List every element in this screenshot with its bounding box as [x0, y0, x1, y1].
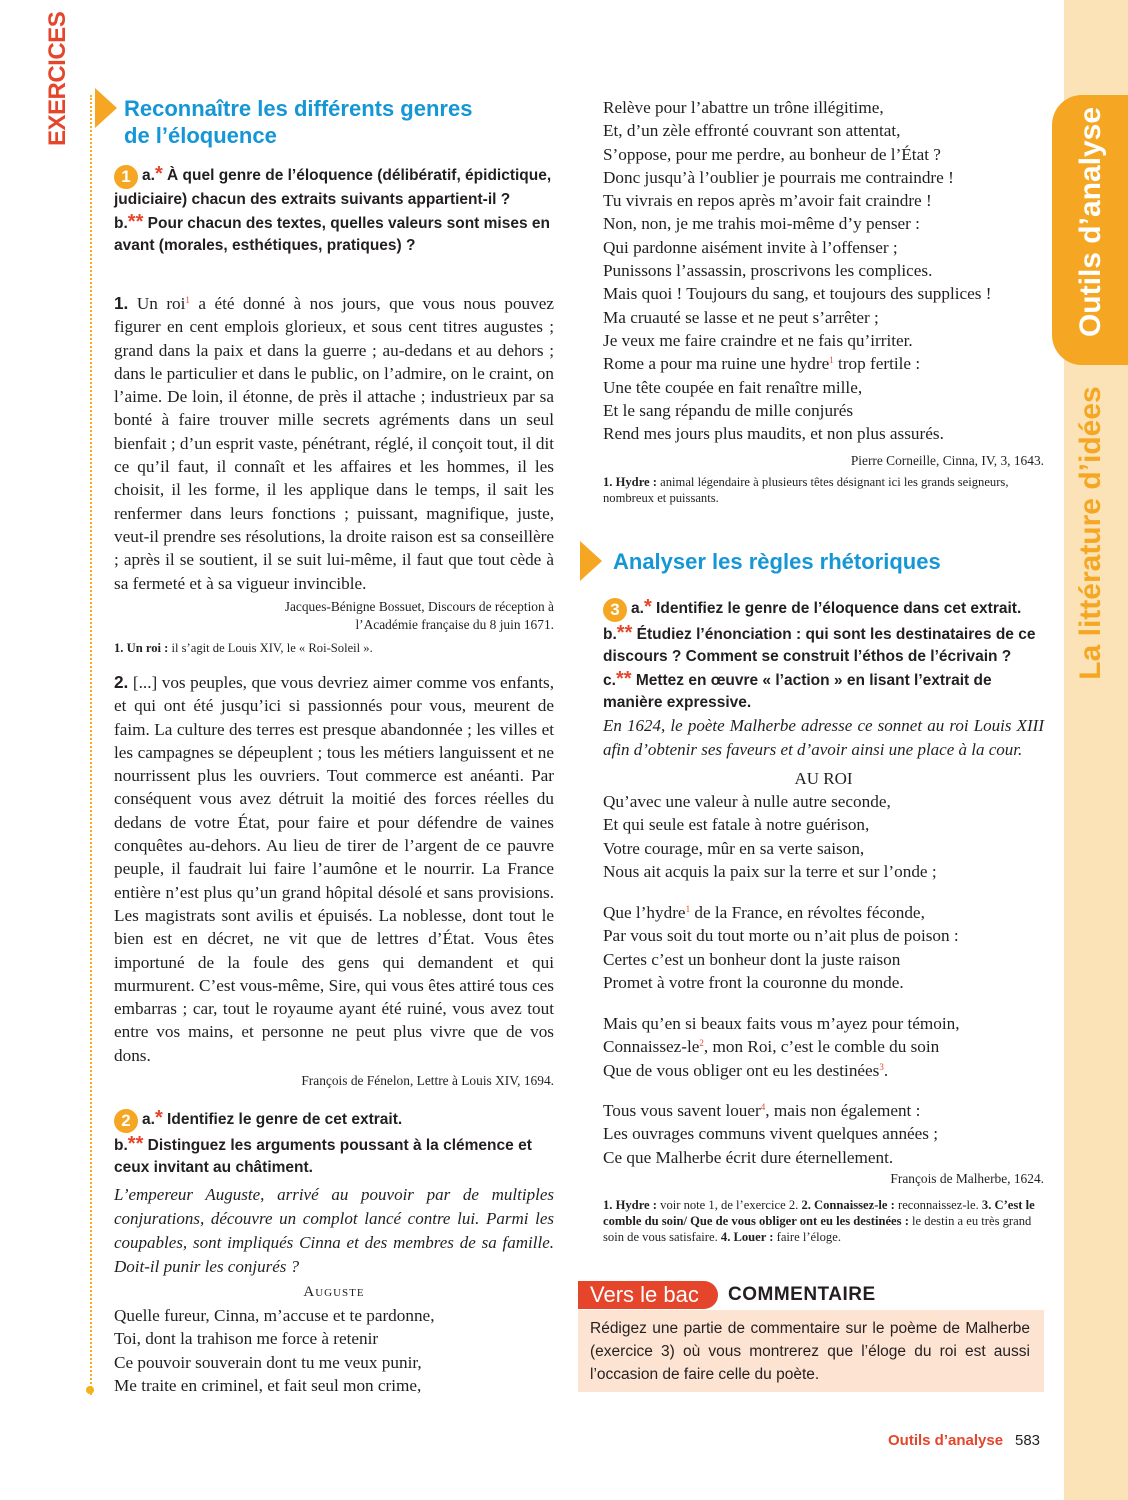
- note-roi: 1. Un roi : il s’agit de Louis XIV, le « Roi-Soleil ».: [114, 641, 373, 655]
- exercise-number-badge: 1: [114, 165, 138, 189]
- cinna-verses-left: Quelle fureur, Cinna, m’accuse et te pardonne, Toi, dont la trahison me force à retenir Ce pouvoir souverain dont tu me veux punir, Me traite en criminel, et fait seul mon crime,: [114, 1306, 435, 1395]
- tab-outils-analyse[interactable]: Outils d’analyse: [1052, 95, 1128, 365]
- exercise-2-questions: 2 a.* Identifiez le genre de cet extrait. b.** Distinguez les arguments poussant à la clémence et ceux invitant au châtiment.: [114, 1107, 532, 1176]
- vers-le-bac-tag: Vers le bac: [578, 1281, 718, 1309]
- exercices-label: EXERCICES: [44, 11, 71, 146]
- text-2-fenelon: 2. [...] vos peuples, que vous devriez aimer comme vos enfants, et qui ont été jusqu’ici si passionnés pour vous, meurent de faim. La culture des terres est presque abandonnée ; les villes et les campagnes se dépeuplent ; tous les métiers languissent et ne nourrissent plus les ouvriers. Tout commerce est anéanti. Par conséquent vous avez détruit la moitié des forces réelles du dedans de votre État, pour faire et pour défendre de vaines conquêtes au-dehors. Au lieu de tirer de l’argent de ce pauvre peuple, il faudrait lui faire l’aumône et le nourrir. La France entière n’est plus qu’un grand hôpital désolé et sans provisions. Les magistrats sont avilis et épuisés. La noblesse, dont tout le bien est en décret, ne vit que de lettres d’État. Vous êtes importuné de la foule des gens qui demandent et qui murmurent. C’est vous-même, Sire, qui vous êtes attiré tous ces embarras ; car, tout le royaume ayant été ruiné, vous avez tout entre vos mains, et personne ne peut plus vivre que de vos dons.: [114, 672, 554, 1065]
- left-rule-dot: [86, 1386, 94, 1394]
- bac-type-label: COMMENTAIRE: [728, 1284, 876, 1305]
- cinna-verses-right: Relève pour l’abattre un trône illégitime, Et, d’un zèle effronté couvrant son attentat, S’oppose, pour me perdre, au bonheur de l’État ? Donc jusqu’à l’oublier je pourrais me contraindre ! Tu vivrais en repos après m’avoir fait craindre ! Non, non, je me trahis moi-même d’y penser : Qui pardonne aisément invite à l’offenser ; Punissons l’assassin, proscrivons les complices. Mais quoi ! Toujours du sang, et toujours des supplices ! Ma cruauté se lasse et ne peut s’arrêter ; Je veux me faire craindre et ne fais qu’irriter. Rome a pour ma ruine une hydre$^1$ trop fertile : Une tête coupée en fait renaître mille, Et le sang répandu de mille conjurés Rend mes jours plus maudits, et non plus assurés.: [603, 98, 992, 444]
- bac-instructions: Rédigez une partie de commentaire sur le poème de Malherbe (exercice 3) où vous montrerez que l’éloge du roi est aussi l’occasion de faire celle du poète.: [590, 1320, 1030, 1383]
- poem-title: AU ROI: [794, 769, 853, 788]
- source-corneille: Pierre Corneille, Cinna, IV, 3, 1643.: [850, 453, 1044, 468]
- exercise-number-badge: 3: [603, 598, 627, 622]
- section-title-regles: Analyser les règles rhétoriques: [613, 549, 941, 574]
- speaker-auguste: Auguste: [303, 1284, 365, 1300]
- section-arrow-icon: [95, 88, 117, 128]
- source-bossuet: Jacques-Bénigne Bossuet, Discours de réception à l’Académie française du 8 juin 1671.: [284, 599, 554, 632]
- left-dotted-rule: [90, 95, 92, 1395]
- footer-section-label: Outils d’analyse: [888, 1432, 1004, 1449]
- text-1-bossuet: 1. Un roi$^1$ a été donné à nos jours, que vous nous pouvez figurer en cent emplois glorieux, et sous cent titres augustes ; grand dans la paix et dans la guerre ; au-dedans et au dehors ; dans le particulier et dans le public, on l’admire, on le craint, on l’aime. De loin, il étonne, de près il attache ; industrieux par sa bonté à faire trouver mille secrets agréments dans un seul bienfait ; d’un esprit vaste, pénétrant, réglé, il conçoit tout, il dit ce qu’il faut, il connaît et les affaires et les hommes, il les choisit, il les forme, il les applique dans le temps, il sait les renfermer dans leurs fonctions ; puissant, magnifique, juste, veut-il prendre ses résolutions, la droite raison est sa conseillère ; après il se soutient, il se suit lui-même, il faut que tout cède à sa fermeté et à sa vigueur invincible.: [114, 293, 554, 593]
- exercise-1-questions: 1 a.* À quel genre de l’éloquence (délibératif, épidictique, judiciaire) chacun des extraits suivants appartient-il ? b.** Pour chacun des textes, quelles valeurs sont mises en avant (morales, esthétiques, pratiques) ?: [114, 163, 552, 254]
- sonnet-stanza-1: Qu’avec une valeur à nulle autre seconde, Et qui seule est fatale à notre guérison, Votre courage, mûr en sa verte saison, Nous ait acquis la paix sur la terre et sur l’onde ;: [603, 792, 937, 881]
- source-fenelon: François de Fénelon, Lettre à Louis XIV, 1694.: [301, 1073, 554, 1088]
- sonnet-stanza-3: Mais qu’en si beaux faits vous m’ayez pour témoin, Connaissez-$le^2$, mon Roi, c’est le comble du soin Que de vous obliger ont eu les destinées$^3$.: [603, 1014, 960, 1080]
- exercise-3-intro: En 1624, le poète Malherbe adresse ce sonnet au roi Louis XIII afin d’obtenir ses faveurs et d’avoir ainsi une place à la cour.: [603, 716, 1044, 759]
- source-malherbe: François de Malherbe, 1624.: [890, 1171, 1044, 1186]
- section-arrow-icon: [580, 541, 602, 581]
- note-hydre: 1. Hydre : animal légendaire à plusieurs têtes désignant ici les grands seigneurs, nombreux et puissants.: [603, 475, 1009, 505]
- sonnet-stanza-2: Que l’hydre$^1$ de la France, en révoltes féconde, Par vous soit du tout morte ou n’ait plus de poison : Certes c’est un bonheur dont la juste raison Promet à votre front la couronne du monde.: [603, 903, 959, 992]
- notes-sonnet: 1. Hydre : voir note 1, de l’exercice 2. 2. Connaissez-le : reconnaissez-le. 3. C’est le comble du soin/ Que de vous obliger ont eu les destinées : le destin a eu très grand soin de vous satisfaire. 4. Louer : faire l’éloge.: [603, 1198, 1035, 1244]
- page-number: 583: [1015, 1432, 1041, 1449]
- exercise-number-badge: 2: [114, 1109, 138, 1133]
- sonnet-stanza-4: Tous vous savent louer$^4$, mais non également : Les ouvrages communs vivent quelques années ; Ce que Malherbe écrit dure éternellement.: [603, 1101, 939, 1167]
- exercise-3-questions: 3 a.* Identifiez le genre de l’éloquence dans cet extrait. b.** Étudiez l’énonciation : qui sont les destinataires de ce discours ? Comment se construit l’éthos de l’écrivain ? c.** Mettez en œuvre « l’action » en lisant l’extrait de manière expressive.: [603, 596, 1036, 711]
- section-title-genres: Reconnaître les différents genres de l’éloquence: [124, 96, 473, 148]
- exercise-2-intro: L’empereur Auguste, arrivé au pouvoir par de multiples conjurations, découvre un complot lancé contre lui. Parmi les coupables, sont impliqués Cinna et des membres de sa famille. Doit-il punir les conjurés ?: [114, 1185, 554, 1276]
- tab-litterature-idees[interactable]: La littérature d’idées: [1074, 386, 1107, 680]
